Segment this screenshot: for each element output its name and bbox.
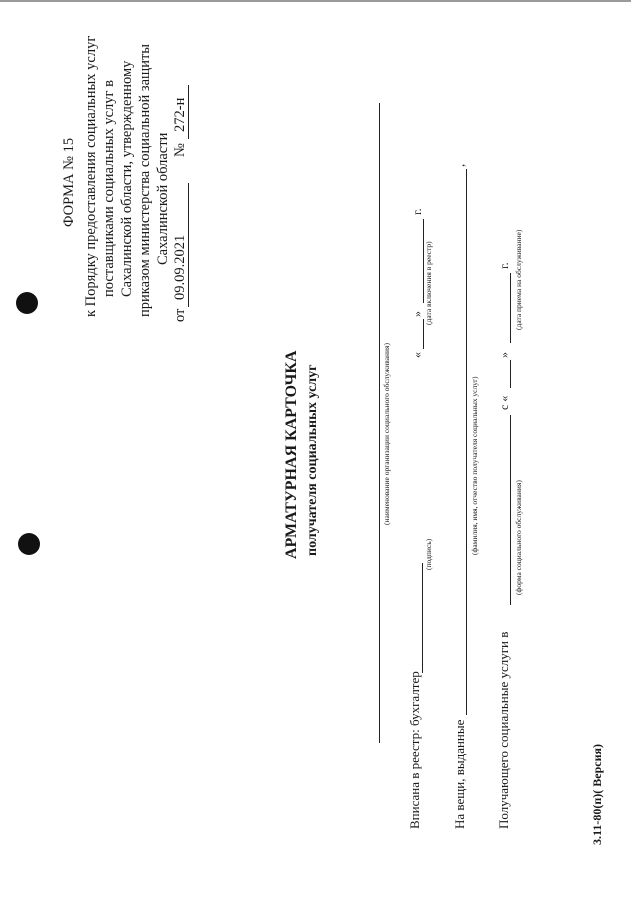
order-date: 09.09.2021 [172,234,188,300]
order-line-2: поставщиками социальных услуг в [101,80,117,297]
order-date-line [188,183,189,307]
service-form-line [510,415,511,605]
order-line-1: к Порядку предоставления социальных услуг [83,35,99,317]
service-quote-close: » [497,352,511,358]
registry-label: Вписана в реестр: бухгалтер [407,671,422,829]
card-title: АРМАТУРНАЯ КАРТОЧКА [283,350,300,559]
registry-date-caption: (дата включения в реестр) [424,241,433,325]
items-recipient-line [466,169,467,715]
registry-quote-close: » [410,311,424,317]
service-month-line [510,273,511,343]
card-subtitle: получателя социальных услуг [305,364,320,556]
order-number-line [188,85,189,139]
order-number: 272-н [172,97,188,132]
service-label: Получающего социальные услуги в [496,631,511,829]
date-prefix: от [172,308,188,322]
order-line-4: приказом министерства социальной защиты [137,43,153,317]
registry-quote-open: « [410,352,424,358]
items-label: На вещи, выданные [452,719,467,829]
number-prefix: № [172,143,188,157]
service-date-caption: (дата приема на обслуживание) [514,229,523,330]
registry-sign-line [422,563,423,673]
service-day-line [510,360,511,388]
service-year: г. [497,262,511,269]
items-comma: , [452,163,467,167]
order-line-3: Сахалинской области, утвержденному [119,60,135,297]
items-recipient-caption: (фамилия, имя, отчество получателя социальных услуг) [470,376,479,555]
registry-year: г. [410,208,424,215]
org-name-line [379,103,380,743]
order-line-5: Сахалинской области [155,132,171,265]
form-number: ФОРМА № 15 [61,137,77,227]
service-from: с « [497,395,511,410]
registry-sign-caption: (подпись) [424,538,433,570]
org-name-caption: (наименование организации социального обслуживания) [382,342,391,525]
form-version: 3.11-80(п)( Версия) [590,744,604,845]
service-form-caption: (форма социального обслуживания) [514,480,523,595]
